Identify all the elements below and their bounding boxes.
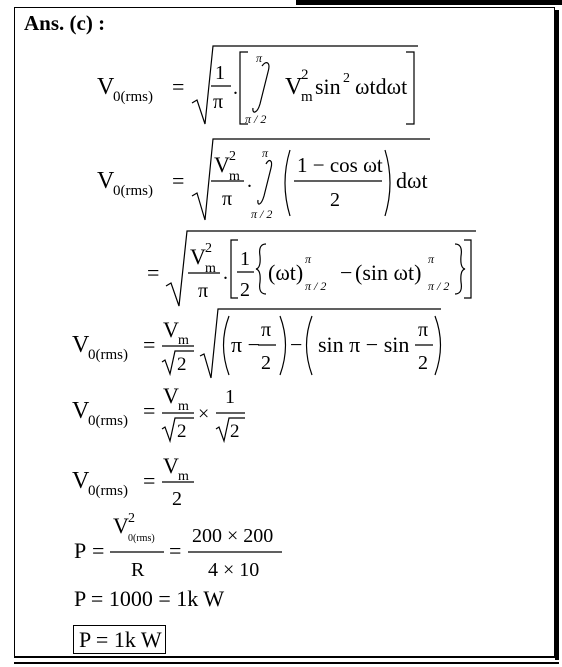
sin-omega-t: (sin ωt) <box>355 260 422 285</box>
frac-numerator: 1 <box>225 386 235 408</box>
left-bracket <box>231 240 238 298</box>
integral-sign <box>253 63 269 112</box>
lhs-v: V <box>97 74 115 100</box>
equals-sign: = <box>143 332 156 357</box>
right-brace <box>455 244 465 294</box>
frac-numerator: 200 × 200 <box>192 525 274 547</box>
equals-sign: = <box>143 468 156 493</box>
lhs-subscript: 0(rms) <box>88 483 128 499</box>
lhs-subscript: 0(rms) <box>113 89 153 105</box>
times-sign: × <box>198 403 210 425</box>
upper-limit: π <box>428 252 435 266</box>
lhs-v: V <box>72 332 90 358</box>
v-m: V <box>163 453 179 478</box>
sqrt-2: 2 <box>230 421 240 442</box>
minus-sign: − <box>340 260 353 285</box>
left-paren <box>285 150 290 216</box>
frac-numerator: π <box>261 319 272 341</box>
equals-sign: = <box>172 74 185 99</box>
subscript-m: m <box>229 169 240 184</box>
frac-denominator: π <box>198 280 209 302</box>
equation-line-8: P = 1000 = 1k W <box>74 586 225 611</box>
subscript-m: m <box>205 261 216 276</box>
sin-exponent: 2 <box>343 71 350 86</box>
equation-line-3 <box>147 231 476 306</box>
lhs-v: V <box>97 168 115 194</box>
upper-limit: π <box>262 146 269 160</box>
subscript-rms: 0(rms) <box>128 533 155 544</box>
right-paren <box>280 316 286 375</box>
equation-line-2 <box>97 139 430 221</box>
frac-denominator: 2 <box>261 352 271 374</box>
lhs-v: V <box>72 398 90 424</box>
right-bracket <box>406 52 414 124</box>
v-m: V <box>214 152 230 177</box>
right-paren <box>435 316 441 375</box>
power-symbol: P <box>74 538 87 563</box>
equation-line-5 <box>72 383 245 442</box>
frac-denominator: 2 <box>418 352 428 374</box>
left-paren <box>224 316 230 375</box>
resistance-symbol: R <box>131 559 145 581</box>
frac-numerator: π <box>418 319 429 341</box>
exponent-2: 2 <box>128 511 135 526</box>
v-rms: V <box>113 513 129 538</box>
lhs-subscript: 0(rms) <box>88 413 128 429</box>
upper-limit: π <box>305 252 312 266</box>
frac-denominator: 2 <box>330 189 340 211</box>
sin-difference: sin π − sin <box>318 332 410 357</box>
subscript-m: m <box>178 469 189 484</box>
sqrt-2: 2 <box>177 421 187 442</box>
minus-sign: − <box>290 332 303 357</box>
dot: . <box>233 77 238 99</box>
subscript-m: m <box>178 399 189 414</box>
subscript-m: m <box>301 89 313 105</box>
lhs-subscript: 0(rms) <box>88 347 128 363</box>
left-paren <box>307 316 313 375</box>
integral-sign <box>258 161 272 205</box>
sqrt-2: 2 <box>177 354 187 375</box>
lhs-v: V <box>72 468 90 494</box>
frac-denominator: π <box>213 91 224 113</box>
lower-limit: π / 2 <box>305 279 327 293</box>
frac-denominator: π <box>222 188 233 210</box>
v-m: V <box>163 317 179 342</box>
differential: dωt <box>396 168 428 193</box>
upper-limit: π <box>256 51 263 65</box>
lower-limit: π / 2 <box>251 207 273 221</box>
v-m: V <box>285 74 303 100</box>
exponent-2: 2 <box>205 241 212 256</box>
frac-denominator: 2 <box>172 488 182 510</box>
answer-label: Ans. (c) : <box>24 11 106 35</box>
half-denominator: 2 <box>240 279 250 301</box>
lower-limit: π / 2 <box>428 279 450 293</box>
frac-denominator: 4 × 10 <box>208 559 260 581</box>
sin-text: sin <box>315 74 341 99</box>
right-paren <box>385 150 390 216</box>
pi-minus: π − <box>231 332 261 357</box>
exponent-2: 2 <box>229 149 236 164</box>
lhs-subscript: 0(rms) <box>113 183 153 199</box>
subscript-m: m <box>178 333 189 348</box>
equals-sign: = <box>147 260 160 285</box>
final-answer-box <box>73 625 166 654</box>
equation-line-1 <box>97 46 418 126</box>
dot: . <box>247 170 252 192</box>
lower-limit: π / 2 <box>245 112 267 126</box>
left-brace <box>256 244 266 294</box>
v-m: V <box>163 383 179 408</box>
frac-numerator: 1 <box>215 62 225 84</box>
dot: . <box>223 262 228 284</box>
equation-line-6 <box>72 453 194 510</box>
equation-line-4 <box>72 309 441 378</box>
equals-sign: = <box>172 168 185 193</box>
omega-t: (ωt) <box>268 260 304 285</box>
frac-numerator: 1 − cos ωt <box>297 153 383 177</box>
v-m: V <box>190 244 206 269</box>
equals-sign: = <box>92 538 105 563</box>
integrand-tail: ωtdωt <box>355 74 408 99</box>
equals-sign: = <box>169 538 182 563</box>
exponent-2: 2 <box>301 67 309 83</box>
equation-line-7 <box>74 511 282 581</box>
equals-sign: = <box>143 398 156 423</box>
final-answer: P = 1k W <box>79 627 162 652</box>
half-numerator: 1 <box>240 248 250 270</box>
